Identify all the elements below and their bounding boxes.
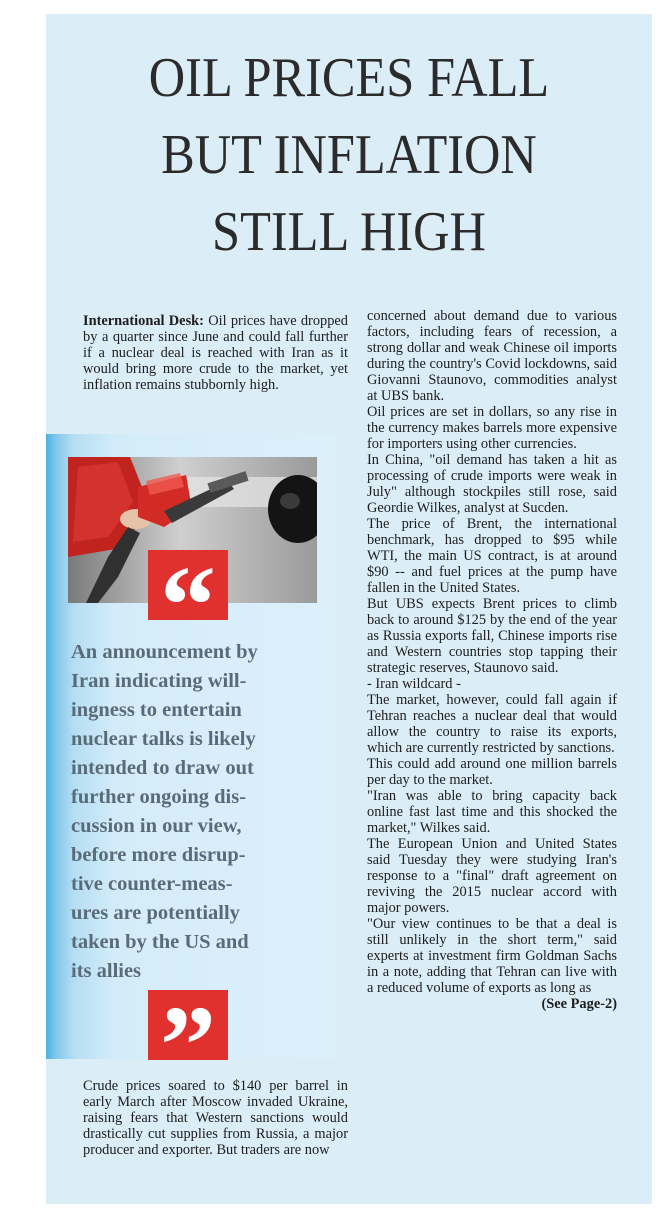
headline-line-2: BUT INFLATION [161,124,537,186]
right-column [367,308,617,1012]
pullquote-line: An announcement by [71,641,258,663]
pullquote-line: further ongoing dis- [71,786,247,808]
pullquote-line: ures are potentially [71,902,240,924]
body-paragraph: concerned about demand due to various factors, including fears of recession, a strong dollar and weak Chinese oil imports during the country's Covid lockdowns, said Giovanni Staunovo, commodities analyst at UBS bank. [367,308,617,404]
headline-line-3: STILL HIGH [212,201,486,263]
intro-text: Oil prices have dropped by a quarter since June and could fall further if a nuclear deal is reached with Iran as it would bring more crude to the market, yet inflation remains stubbornly high. [83,313,348,393]
continuation-link[interactable]: (See Page-2) [541,996,617,1012]
headline-line-1: OIL PRICES FALL [148,47,550,109]
body-paragraph: The European Union and United States said Tuesday they were studying Iran's response to a "final" draft agreement on reviving the 2015 nuclear accord with major powers. [367,836,617,916]
pullquote-line: nuclear talks is likely [71,728,256,750]
pullquote-line: cussion in our view, [71,815,242,837]
close-quote-icon: ” [148,990,228,1060]
body-paragraph: In China, "oil demand has taken a hit as processing of crude imports were weak in July" although stockpiles still rose, said Geordie Wilkes, analyst at Sucden. [367,452,617,516]
body-paragraph: But UBS expects Brent prices to climb back to around $125 by the end of the year as Russia exports fall, Chinese imports rise and Western countries stop tapping their strategic reserves, Staunovo said. [367,596,617,676]
dateline: International Desk: [83,313,204,329]
body-paragraph: Crude prices soared to $140 per barrel in early March after Moscow invaded Ukraine, raising fears that Western sanctions would drastically cut supplies from Russia, a major producer and exporter. But traders are now [83,1078,348,1158]
pullquote-line: its allies [71,960,142,982]
body-paragraph: The market, however, could fall again if Tehran reaches a nuclear deal that would allow the country to raise its exports, which are currently restricted by sanctions. [367,692,617,756]
body-paragraph: The price of Brent, the international benchmark, has dropped to $95 while WTI, the main US contract, is at around $90 -- and fuel prices at the pump have fallen in the United States. [367,516,617,596]
headline [76,40,621,271]
open-quote-icon: “ [148,550,228,620]
pullquote-line: before more disrup- [71,844,246,866]
pullquote-line: Iran indicating will- [71,670,247,692]
subheading: - Iran wildcard - [367,676,461,692]
body-paragraph: This could add around one million barrels per day to the market. [367,756,617,788]
left-bottom-paragraph [83,1078,348,1158]
body-paragraph-last [367,916,617,1012]
pullquote-text [71,638,336,986]
pullquote-line: intended to draw out [71,757,254,779]
pullquote-line: ingness to entertain [71,699,242,721]
body-paragraph: Oil prices are set in dollars, so any rise in the currency makes barrels more expensive for importers using other currencies. [367,404,617,452]
body-paragraph: "Iran was able to bring capacity back online fast last time and this shocked the market," Wilkes said. [367,788,617,836]
body-text: "Our view continues to be that a deal is still unlikely in the short term," said experts at investment firm Goldman Sachs in a note, adding that Tehran can live with a reduced volume of exports as long as [367,916,617,996]
pullquote-line: taken by the US and [71,931,249,953]
intro-paragraph [83,313,348,393]
pullquote-line: tive counter-meas- [71,873,233,895]
